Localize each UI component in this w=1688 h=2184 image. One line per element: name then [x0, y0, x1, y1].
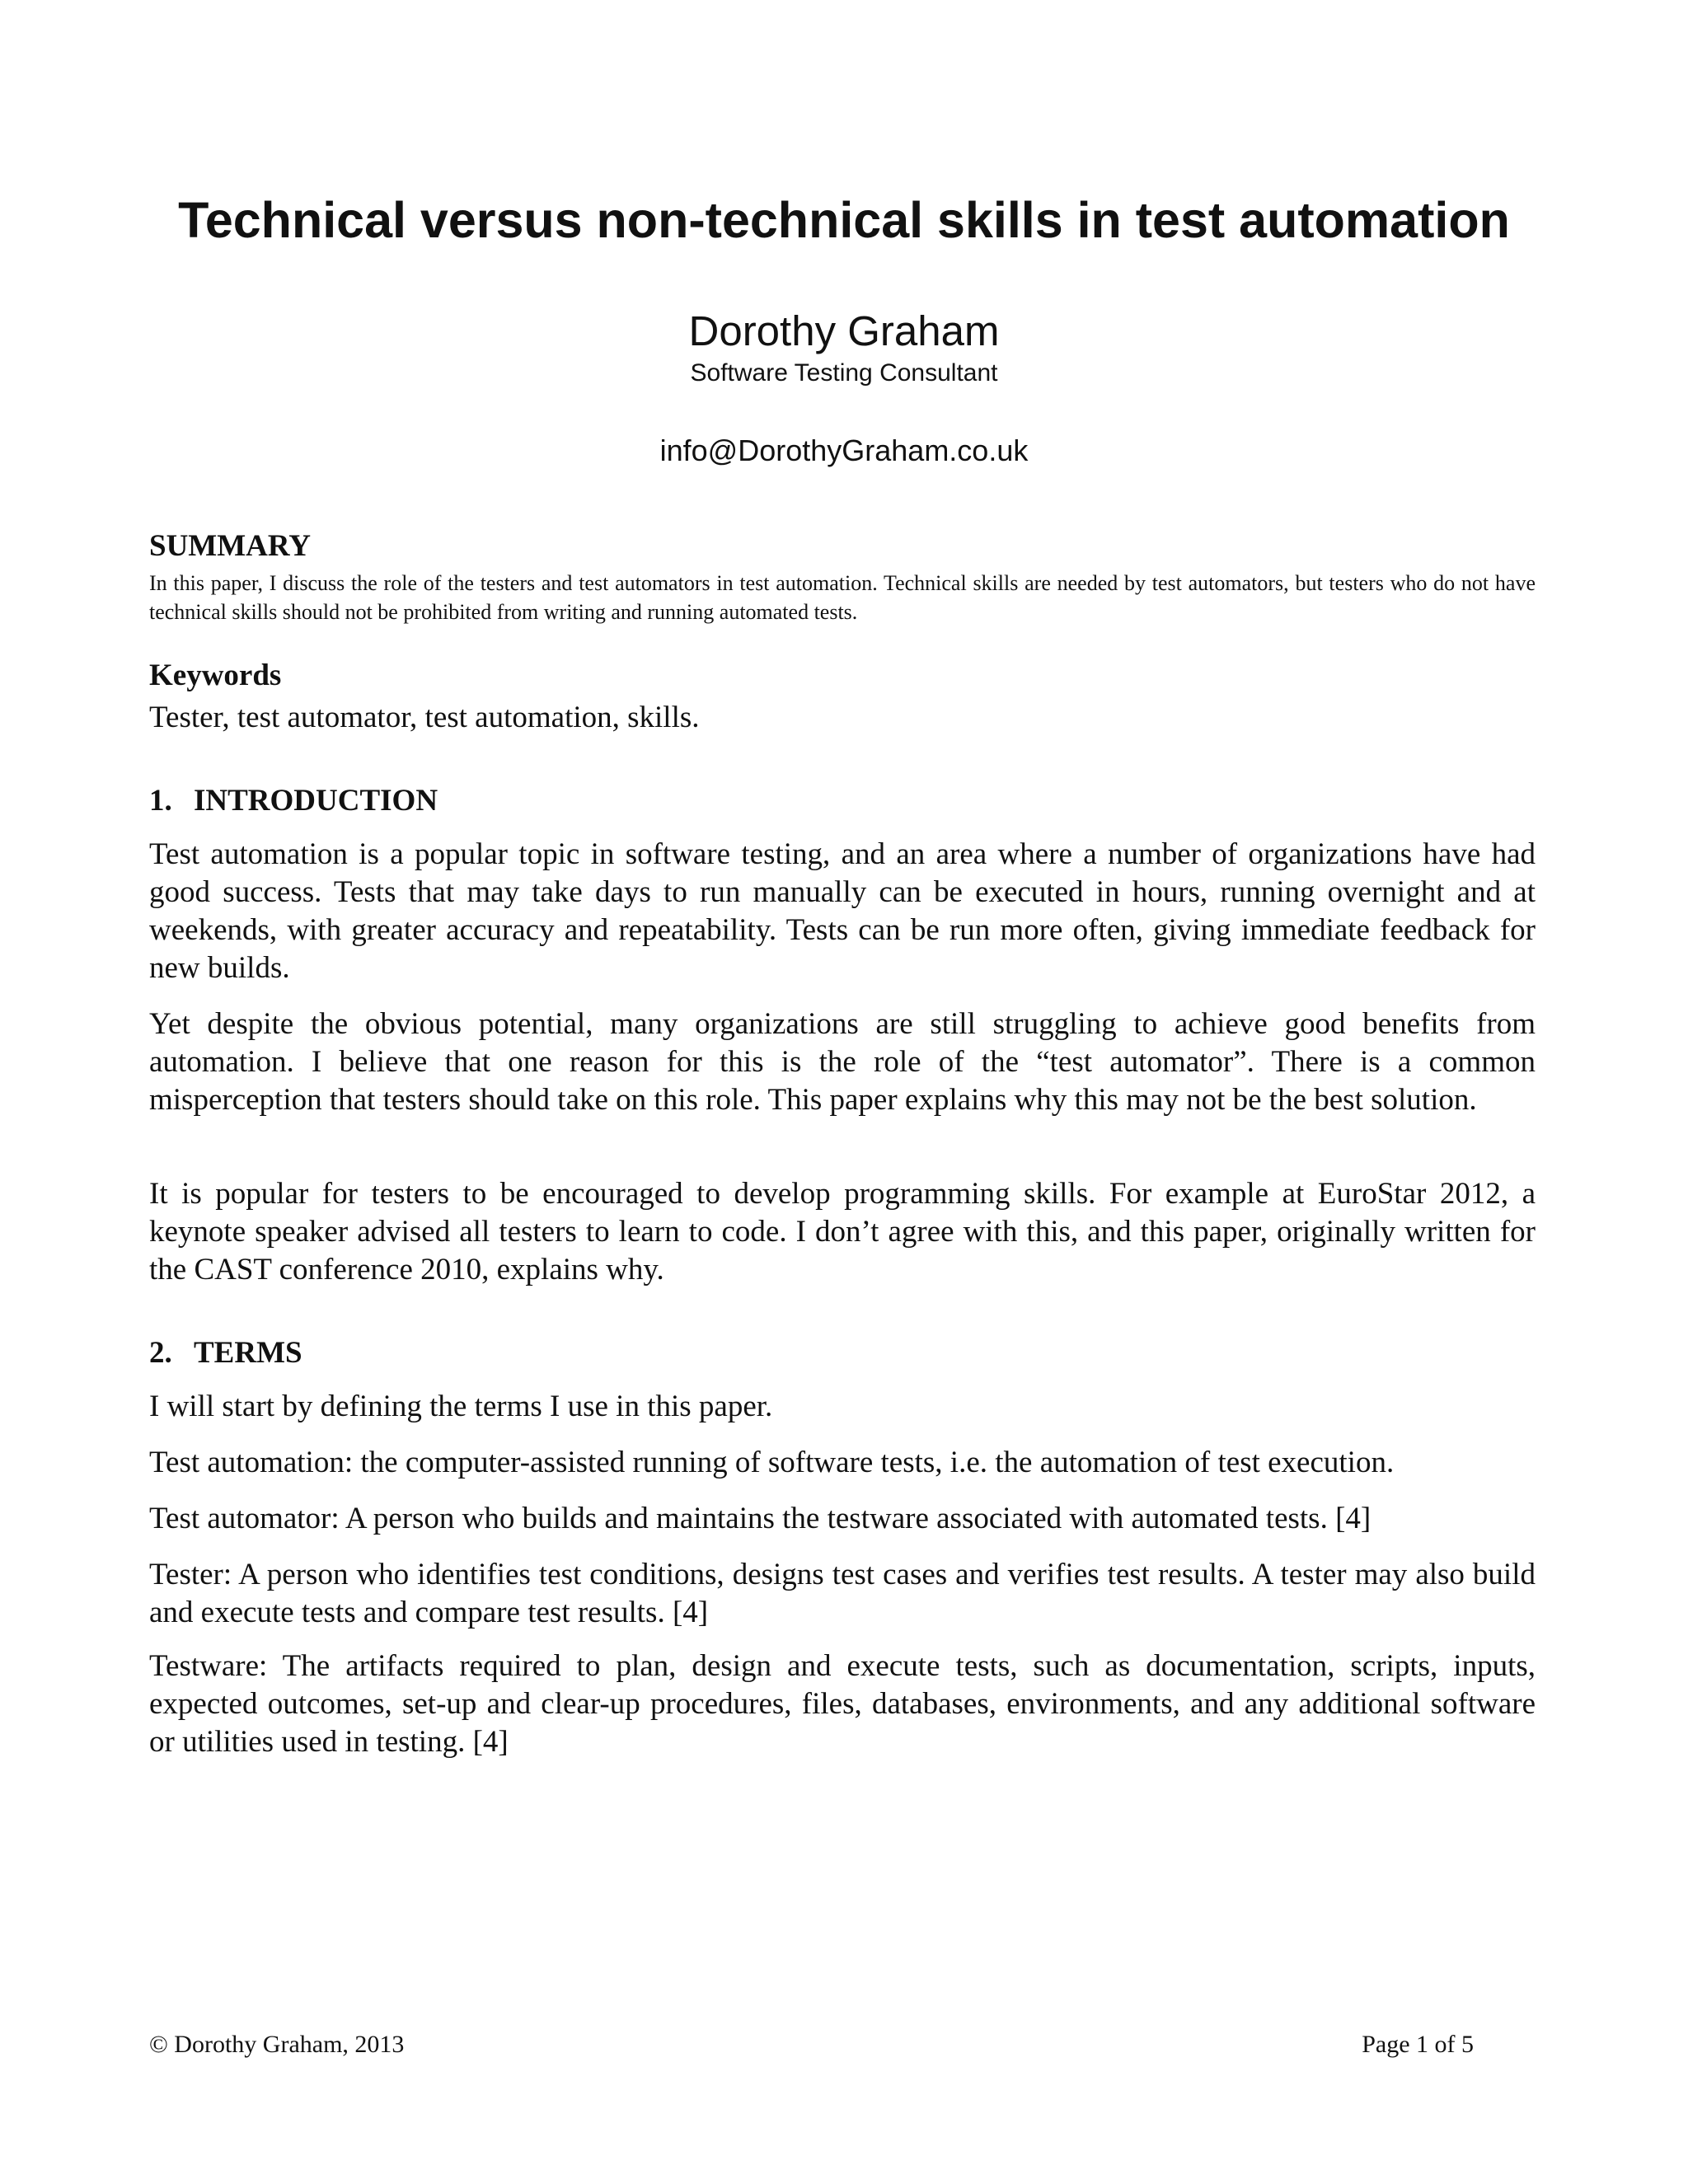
- paragraph: Test automation is a popular topic in software testing, and an area where a number of organizations have had good success. Tests that may take days to run manually can be executed in hours, running overnight and at weekends, with greater accuracy and repeatability. Tests can be run more often, giving immediate feedback for new builds.: [149, 837, 1536, 985]
- footer-page-number: Page 1 of 5: [1362, 2031, 1474, 2058]
- definition-test-automation: Test automation: the computer-assisted running of software tests, i.e. the automation of test execution.: [149, 1446, 1395, 1479]
- section-number: 1.: [149, 784, 172, 818]
- author-affiliation: Software Testing Consultant: [690, 359, 998, 387]
- section-heading-terms: [149, 1335, 1536, 1371]
- definition-testware: Testware: The artifacts required to plan, design and execute tests, such as documentation, scripts, inputs, expected outcomes, set-up and clear-up procedures, files, databases, environments, and any additional software or utilities used in testing. [4]: [149, 1649, 1536, 1759]
- footer-copyright: © Dorothy Graham, 2013: [149, 2031, 405, 2058]
- paper-title: Technical versus non-technical skills in test automation: [178, 192, 1510, 248]
- section-title: INTRODUCTION: [194, 784, 438, 818]
- paragraph: It is popular for testers to be encouraged to develop programming skills. For example at EuroStar 2012, a keynote speaker advised all testers to learn to code. I don’t agree with this, and this paper, originally written for the CAST conference 2010, explains why.: [149, 1177, 1536, 1286]
- keywords-text: Tester, test automator, test automation, skills.: [149, 701, 700, 734]
- section-title: TERMS: [194, 1336, 302, 1370]
- paragraph: I will start by defining the terms I use in this paper.: [149, 1390, 773, 1423]
- paragraph: Yet despite the obvious potential, many organizations are still struggling to achieve good benefits from automation. I believe that one reason for this is the role of the “test automator”. There is a common misperception that testers should take on this role. This paper explains why this may not be the best solution.: [149, 1007, 1536, 1117]
- definition-tester: Tester: A person who identifies test conditions, designs test cases and verifies test results. A tester may also build and execute tests and compare test results. [4]: [149, 1558, 1536, 1629]
- keywords-heading: Keywords: [149, 658, 282, 692]
- section-heading-introduction: [149, 783, 1536, 818]
- summary-text: In this paper, I discuss the role of the testers and test automators in test automation. Technical skills are needed by test automators, but testers who do not have technical skills should not be prohibited from writing and running automated tests.: [149, 571, 1536, 624]
- summary-heading: SUMMARY: [149, 529, 312, 563]
- author-email[interactable]: info@DorothyGraham.co.uk: [659, 434, 1029, 467]
- definition-test-automator: Test automator: A person who builds and maintains the testware associated with automated tests. [4]: [149, 1502, 1372, 1535]
- section-number: 2.: [149, 1336, 172, 1370]
- author-name: Dorothy Graham: [688, 307, 1000, 354]
